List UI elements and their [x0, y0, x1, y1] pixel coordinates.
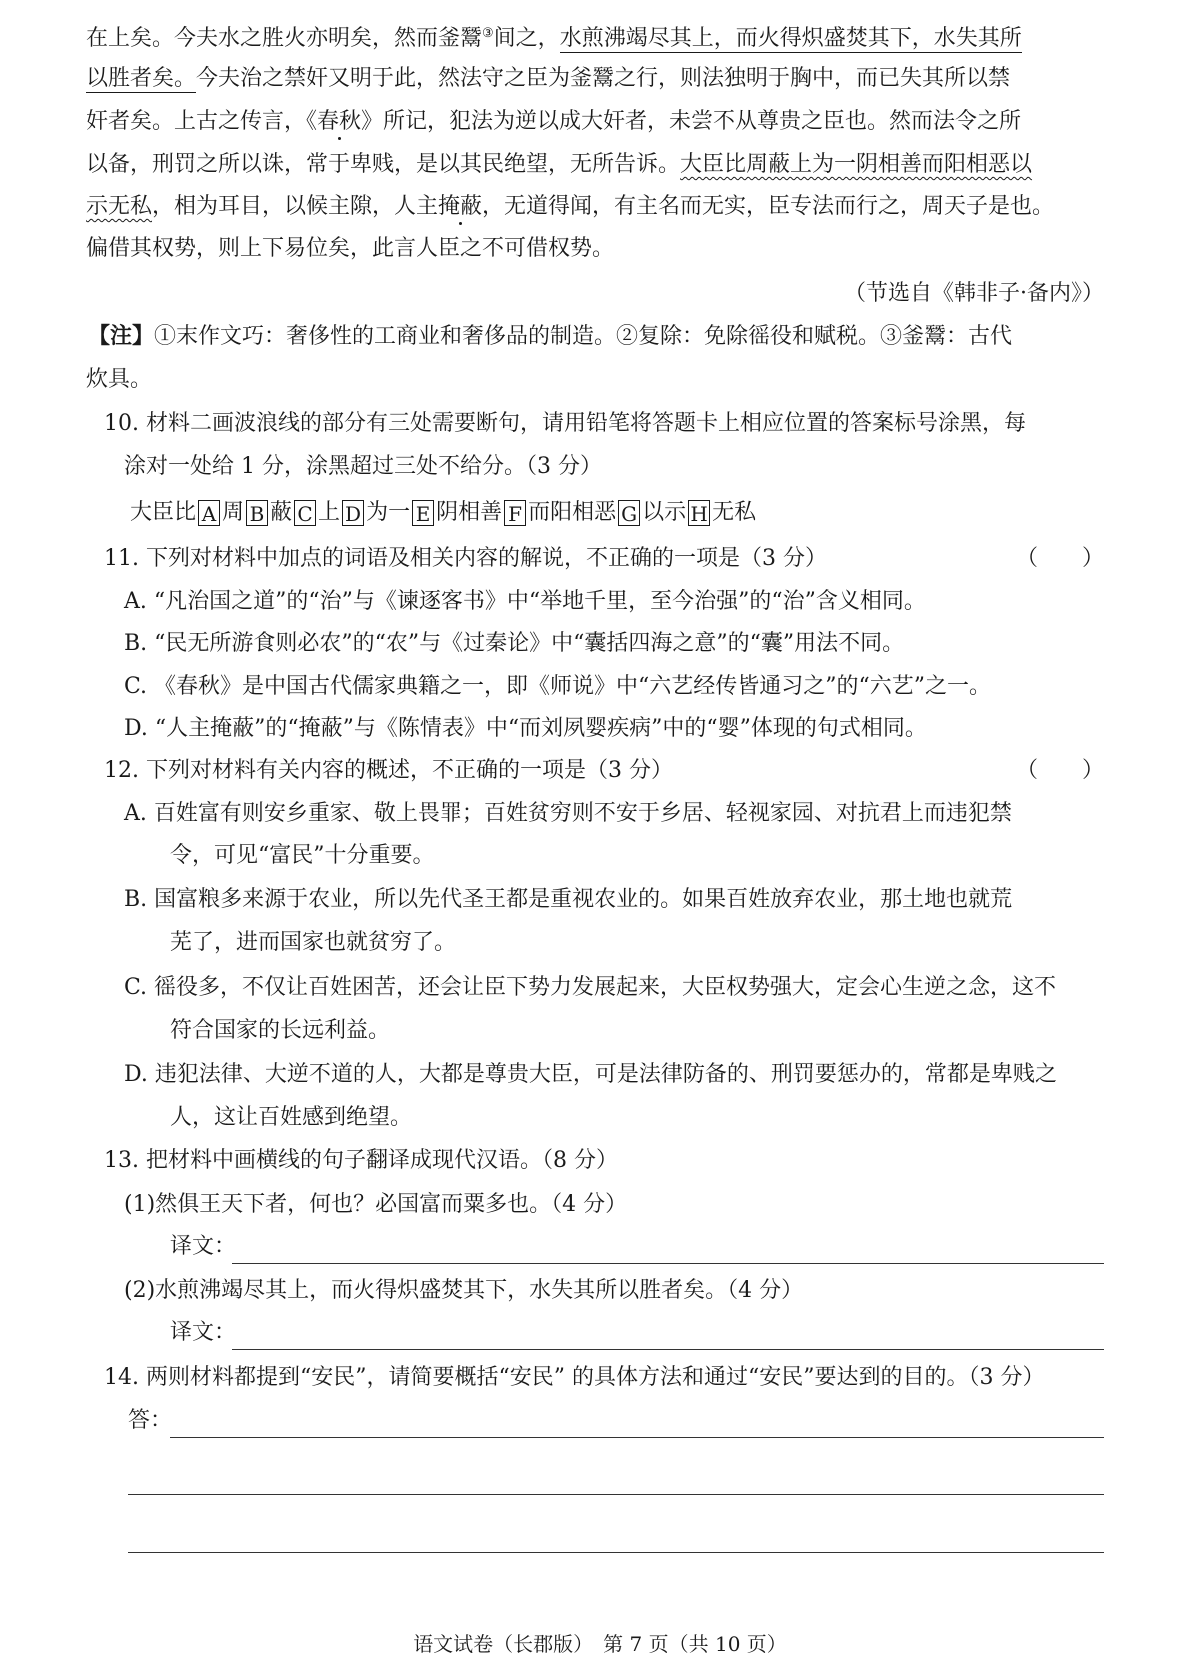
q10-segment: 周 — [222, 500, 245, 525]
passage-line-6 — [86, 233, 614, 269]
q10-segments — [130, 497, 756, 533]
note-line-1 — [88, 320, 1012, 356]
q11-stem: 11. 下列对材料中加点的词语及相关内容的解说，不正确的一项是（3 分） — [104, 546, 827, 571]
q14-answer-line-1[interactable] — [170, 1437, 1104, 1438]
note-line-2: 炊具。 — [86, 367, 153, 392]
answer-box-a[interactable]: A — [198, 500, 220, 526]
q12-option-a-line-2: 令，可见“富民”十分重要。 — [170, 843, 435, 868]
q14-stem: 14. 两则材料都提到“安民”，请简要概括“安民” 的具体方法和通过“安民”要达到的目的。（3 分） — [104, 1365, 1045, 1390]
q13-translation-label-2: 译文： — [170, 1320, 237, 1345]
passage-line-1 — [86, 18, 1022, 54]
q12-option-b-line-2: 芜了，进而国家也就贫穷了。 — [170, 930, 457, 955]
passage-text: 偏借其权势，则上下易位矣，此言人臣之不可借权势。 — [86, 236, 615, 261]
passage-text: 在上矣。今夫水之胜火亦明矣，然而釜鬵 — [86, 26, 483, 51]
q10-segment: 以示 — [642, 500, 687, 525]
underlined-sentence: 水煎沸竭尽其上，而火得炽盛焚其下，水失其所 — [559, 26, 1022, 51]
passage-text: ，相为耳目，以候主隙，人主 — [152, 194, 439, 219]
q12-option-c-line-2: 符合国家的长远利益。 — [170, 1018, 391, 1043]
q12-answer-paren[interactable]: （ ） — [1015, 758, 1104, 783]
q13-answer-line-2[interactable] — [232, 1349, 1104, 1350]
passage-text: 奸者矣。上古之传言，《 — [86, 109, 318, 134]
passage-text: 间之， — [493, 26, 560, 51]
answer-box-c[interactable]: C — [294, 500, 316, 526]
q10-segment: 而阳相恶 — [528, 500, 617, 525]
page-footer: 语文试卷（长郡版） 第 7 页（共 10 页） — [413, 1632, 787, 1656]
q12-option-b-line-1: B. 国富粮多来源于农业，所以先代圣王都是重视农业的。如果百姓放弃农业，那土地也就荒 — [124, 887, 1013, 912]
note-label: 【注】 — [88, 323, 155, 349]
q13-translation-label-1: 译文： — [170, 1234, 237, 1259]
q12-option-a-line-1: A. 百姓富有则安乡重家、敬上畏罪；百姓贫穷则不安于乡居、轻视家园、对抗君上而违犯禁 — [124, 801, 1012, 826]
answer-box-h[interactable]: H — [688, 500, 710, 526]
passage-text: ，无道得闻，有主名而无实，臣专法而行之，周天子是也。 — [482, 194, 1055, 219]
q11-option-c: C. 《春秋》是中国古代儒家典籍之一，即《师说》中“六艺经传皆通习之”的“六艺”之一。 — [124, 674, 992, 699]
passage-text: 》所记，犯法为逆以成大奸者，未尝不从尊贵之臣也。然而法令之所 — [361, 109, 1022, 134]
q11-option-a: A. “凡治国之道”的“治”与《谏逐客书》中“举地千里，至今治强”的“治”含义相同。 — [124, 589, 926, 614]
q10-stem-line-1: 10. 材料二画波浪线的部分有三处需要断句，请用铅笔将答题卡上相应位置的答案标号涂黑，每 — [104, 411, 1026, 436]
note-text: ①末作文巧：奢侈性的工商业和奢侈品的制造。②复除：免除徭役和赋税。③釜鬵：古代 — [154, 324, 1013, 349]
q14-answer-line-2[interactable] — [128, 1494, 1104, 1495]
q13-sentence-1: (1)然俱王天下者，何也？必国富而粟多也。（4 分） — [124, 1192, 628, 1217]
q12-option-d-line-2: 人，这让百姓感到绝望。 — [170, 1105, 413, 1130]
q13-stem: 13. 把材料中画横线的句子翻译成现代汉语。（8 分） — [104, 1148, 618, 1173]
dotted-word: 掩蔽 — [438, 194, 483, 219]
passage-line-4 — [86, 149, 1032, 185]
q11-option-d: D. “人主掩蔽”的“掩蔽”与《陈情表》中“而刘夙婴疾病”中的“婴”体现的句式相同。 — [124, 716, 927, 741]
passage-text: 以备，刑罚之所以诛，常于卑贱，是以其民绝望，无所告诉。 — [86, 152, 681, 177]
q11-answer-paren[interactable]: （ ） — [1015, 546, 1104, 571]
passage-text: 今夫治之禁奸又明于此，然法守之臣为釜鬵之行，则法独明于胸中，而已失其所以禁 — [196, 66, 1011, 91]
q14-answer-label: 答： — [128, 1408, 173, 1433]
underlined-sentence: 以胜者矣。 — [86, 66, 197, 91]
dotted-word: 春秋 — [317, 109, 362, 134]
q13-sentence-2: (2)水煎沸竭尽其上，而火得炽盛焚其下，水失其所以胜者矣。（4 分） — [124, 1278, 804, 1303]
q12-stem: 12. 下列对材料有关内容的概述，不正确的一项是（3 分） — [104, 758, 673, 783]
passage-line-2 — [86, 63, 1010, 99]
answer-box-e[interactable]: E — [412, 500, 434, 526]
q12-option-c-line-1: C. 徭役多，不仅让百姓困苦，还会让臣下势力发展起来，大臣权势强大，定会心生逆之念，这不 — [124, 975, 1057, 1000]
passage-source: （节选自《韩非子·备内》） — [844, 281, 1104, 306]
passage-line-3 — [86, 106, 1021, 142]
q10-segment: 为一 — [366, 500, 411, 525]
q10-stem-line-2: 涂对一处给 1 分，涂黑超过三处不给分。（3 分） — [124, 454, 602, 479]
answer-box-d[interactable]: D — [342, 500, 364, 526]
q11-option-b: B. “民无所游食则必农”的“农”与《过秦论》中“囊括四海之意”的“囊”用法不同。 — [124, 631, 905, 656]
q10-segment: 大臣比 — [130, 500, 197, 525]
footnote-marker: ③ — [482, 26, 494, 41]
q10-segment: 上 — [318, 500, 341, 525]
q14-answer-line-3[interactable] — [128, 1552, 1104, 1553]
passage-line-5 — [86, 191, 1054, 227]
q12-option-d-line-1: D. 违犯法律、大逆不道的人，大都是尊贵大臣，可是法律防备的、刑罚要惩办的，常都是卑贱之 — [124, 1062, 1057, 1087]
q10-segment: 阴相善 — [436, 500, 503, 525]
answer-box-g[interactable]: G — [618, 500, 640, 526]
q13-answer-line-1[interactable] — [232, 1263, 1104, 1264]
wavy-underlined-text: 大臣比周蔽上为一阴相善而阳相恶以 — [680, 152, 1033, 177]
q10-segment: 无私 — [712, 500, 757, 525]
wavy-underlined-text: 示无私 — [86, 194, 153, 219]
answer-box-b[interactable]: B — [246, 500, 268, 526]
q10-segment: 蔽 — [270, 500, 293, 525]
answer-box-f[interactable]: F — [504, 500, 526, 526]
